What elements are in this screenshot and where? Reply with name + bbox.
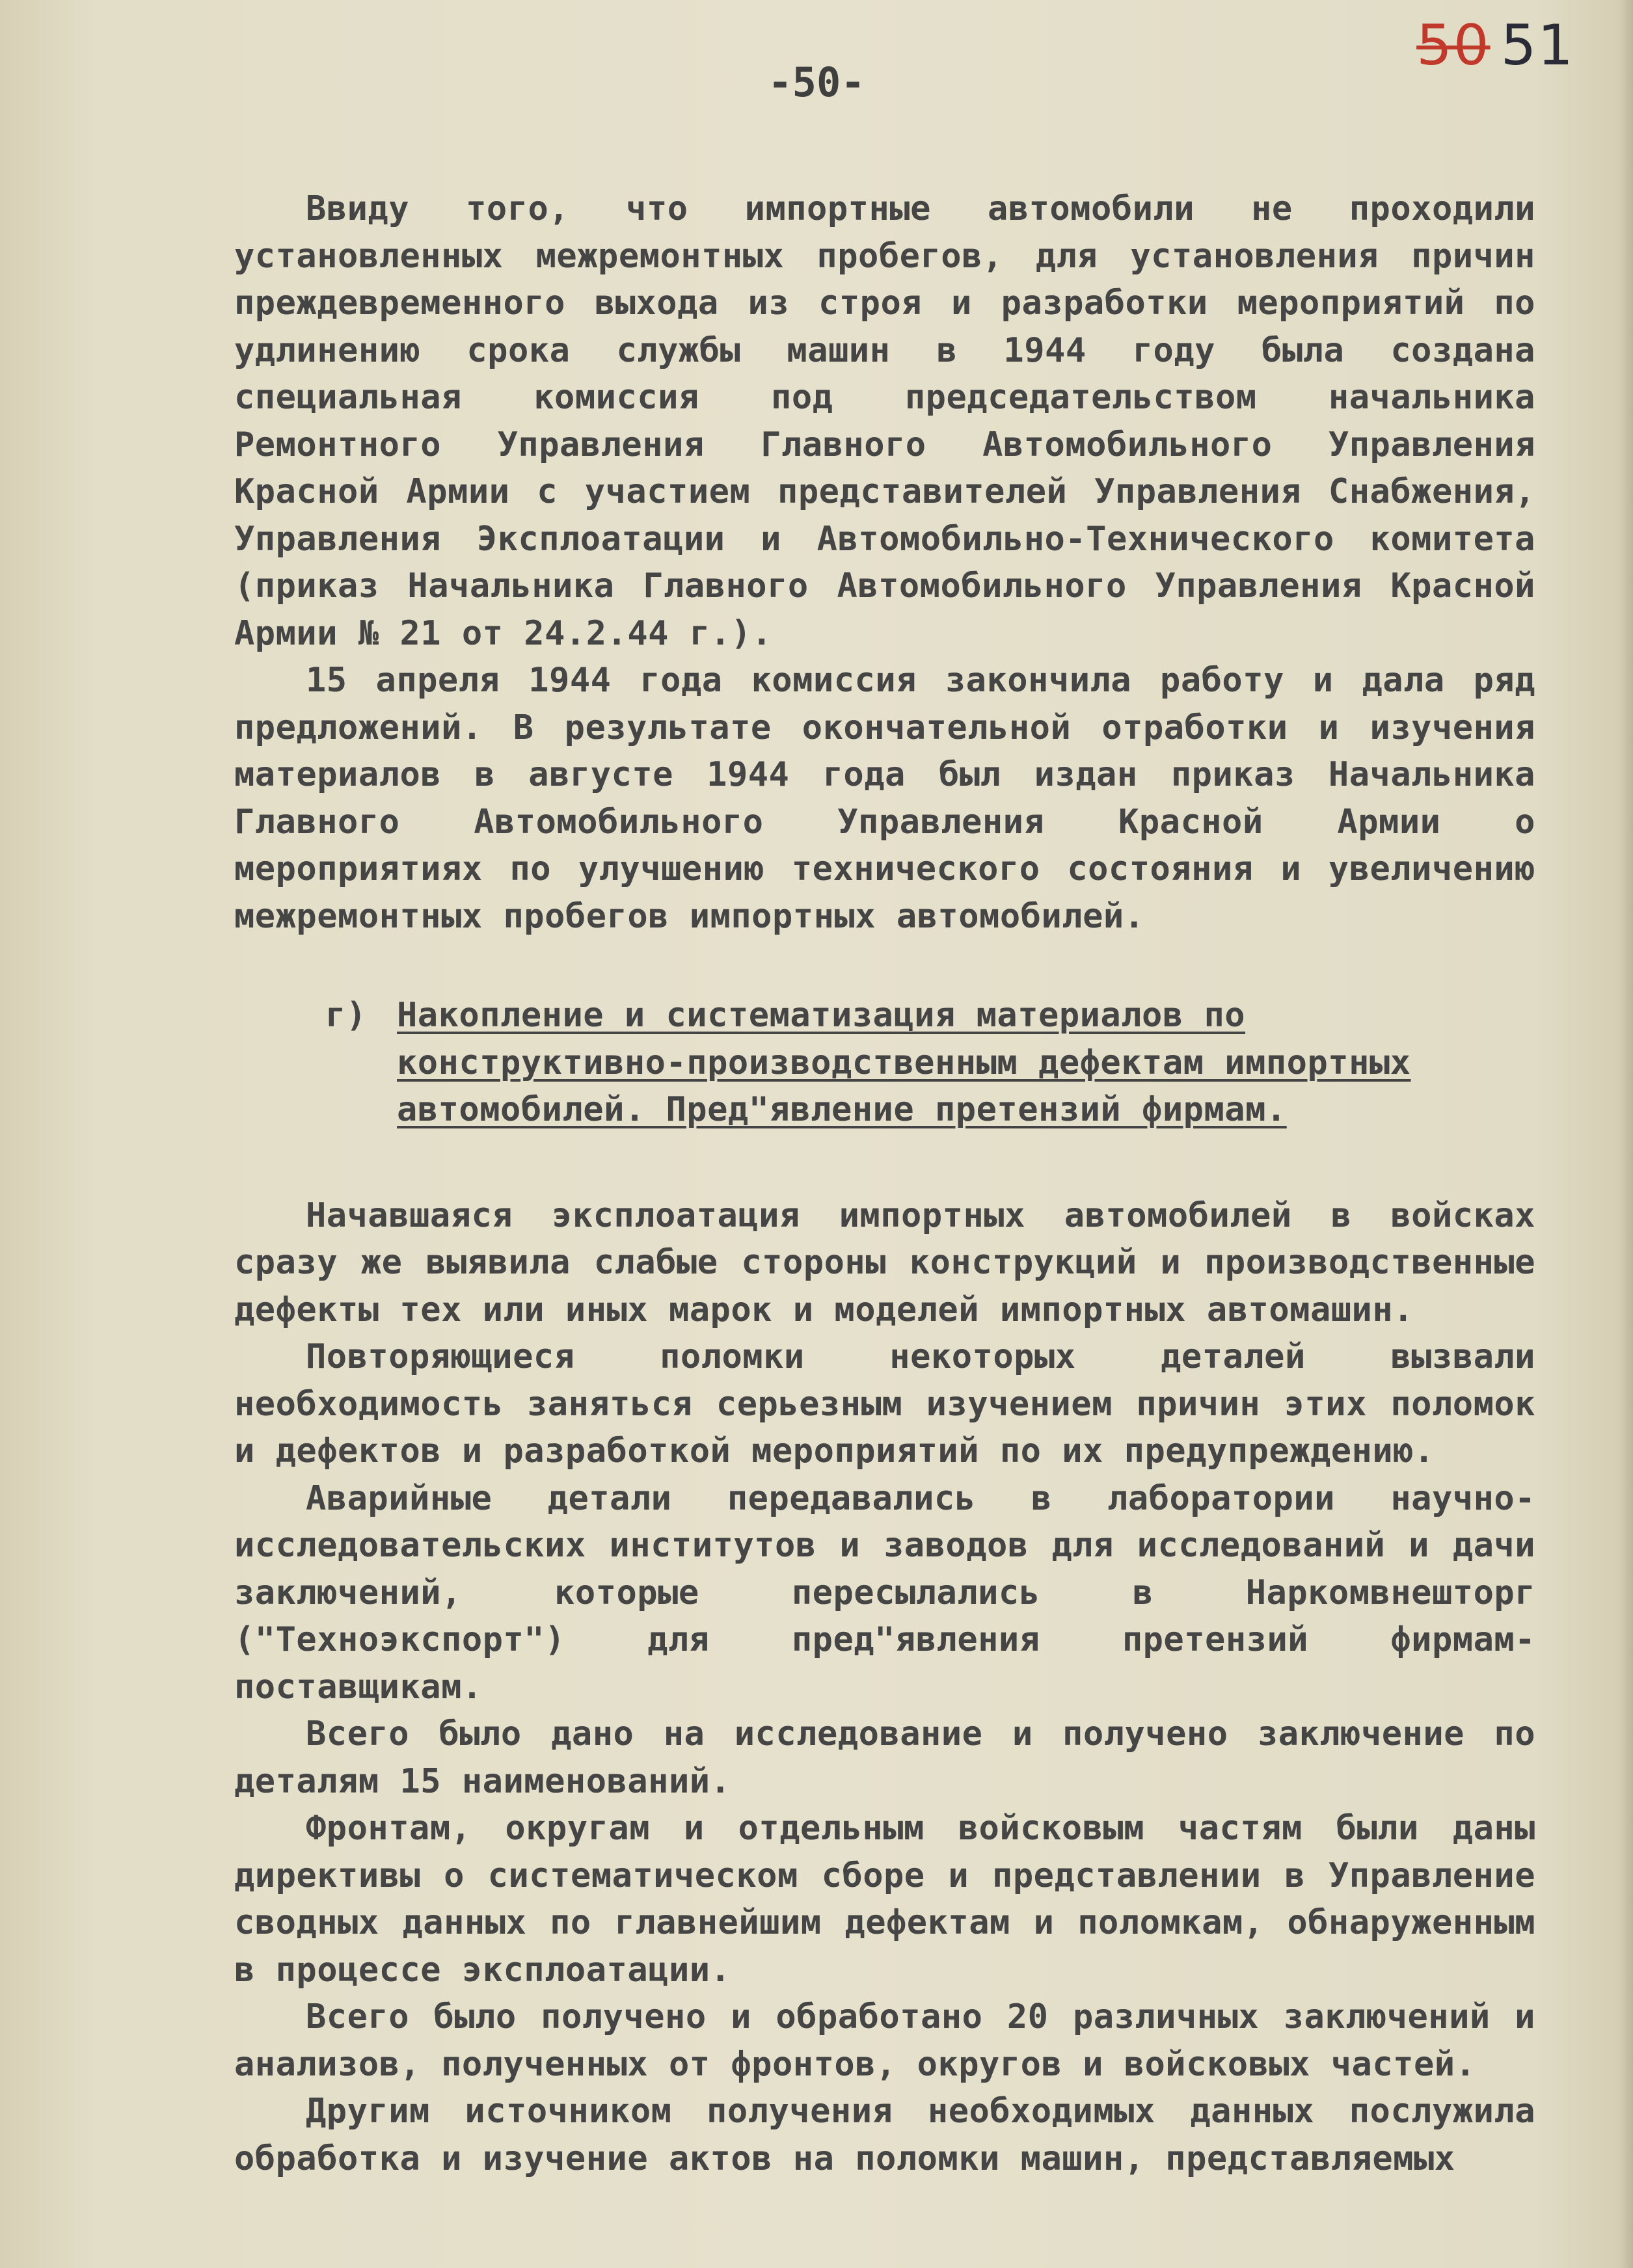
paragraph-conclusions-count: Всего было получено и обработано 20 различных заключений и анализов, полученных от фронтов, округов и войсковых частей. (234, 1997, 1535, 2084)
section-heading-text: Накопление и систематизация материалов по конструктивно-производственным дефектам импортных автомобилей. Пред"явление претензий фирмам. (397, 996, 1411, 1129)
paragraph-other-source: Другим источником получения необходимых данных послужила обработка и изучение актов на поломки машин, представляемых (234, 2092, 1535, 2178)
section-heading (234, 992, 1535, 1134)
document-body (234, 185, 1535, 2182)
current-archive-page-number: 51 (1500, 13, 1574, 78)
paragraph-directives: Фронтам, округам и отдельным войсковым частям были даны директивы о систематическом сборе и представлении в Управление сводных данных по главнейшим дефектам и поломкам, обнаруженным в процессе эксплоатации. (234, 1809, 1535, 1990)
paragraph-research-count: Всего было дано на исследование и получено заключение по деталям 15 наименований. (234, 1714, 1535, 1801)
section-heading-letter: г) (325, 996, 367, 1035)
sheet-edge-shadow (1619, 0, 1633, 2268)
paragraph-commission: Ввиду того, что импортные автомобили не проходили установленных межремонтных пробегов, для установления причин преждевременного выхода из строя и разработки мероприятий по удлинению срока службы машин в 1944 году была создана специальная комиссия под председательством начальника Ремонтного Управления Главного Автомобильного Управления Красной Армии с участием представителей Управления Снабжения, Управления Эксплоатации и Автомобильно-Технического комитета (приказ Начальника Главного Автомобильного Управления Красной Армии № 21 от 24.2.44 г.). (234, 189, 1535, 653)
paragraph-exploitation: Начавшаяся эксплоатация импортных автомобилей в войсках сразу же выявила слабые стороны конструкций и производственные дефекты тех или иных марок и моделей импортных автомашин. (234, 1195, 1535, 1329)
paragraph-commission-results: 15 апреля 1944 года комиссия закончила работу и дала ряд предложений. В результате окончательной отработки и изучения материалов в августе 1944 года был издан приказ Начальника Главного Автомобильного Управления Красной Армии о мероприятиях по улучшению технического состояния и увеличению межремонтных пробегов импортных автомобилей. (234, 661, 1535, 936)
paragraph-laboratories: Аварийные детали передавались в лаборатории научно-исследовательских институтов и заводов для исследований и дачи заключений, которые пересылались в Наркомвнешторг ("Техноэкспорт") для пред"явления претензий фирмам-поставщикам. (234, 1478, 1535, 1707)
typed-page-number: -50- (768, 59, 865, 106)
crossed-out-page-number: 50 (1416, 13, 1491, 78)
paragraph-breakdowns: Повторяющиеся поломки некоторых деталей вызвали необходимость заняться серьезным изучением причин этих поломок и дефектов и разработкой мероприятий по их предупреждению. (234, 1337, 1535, 1471)
